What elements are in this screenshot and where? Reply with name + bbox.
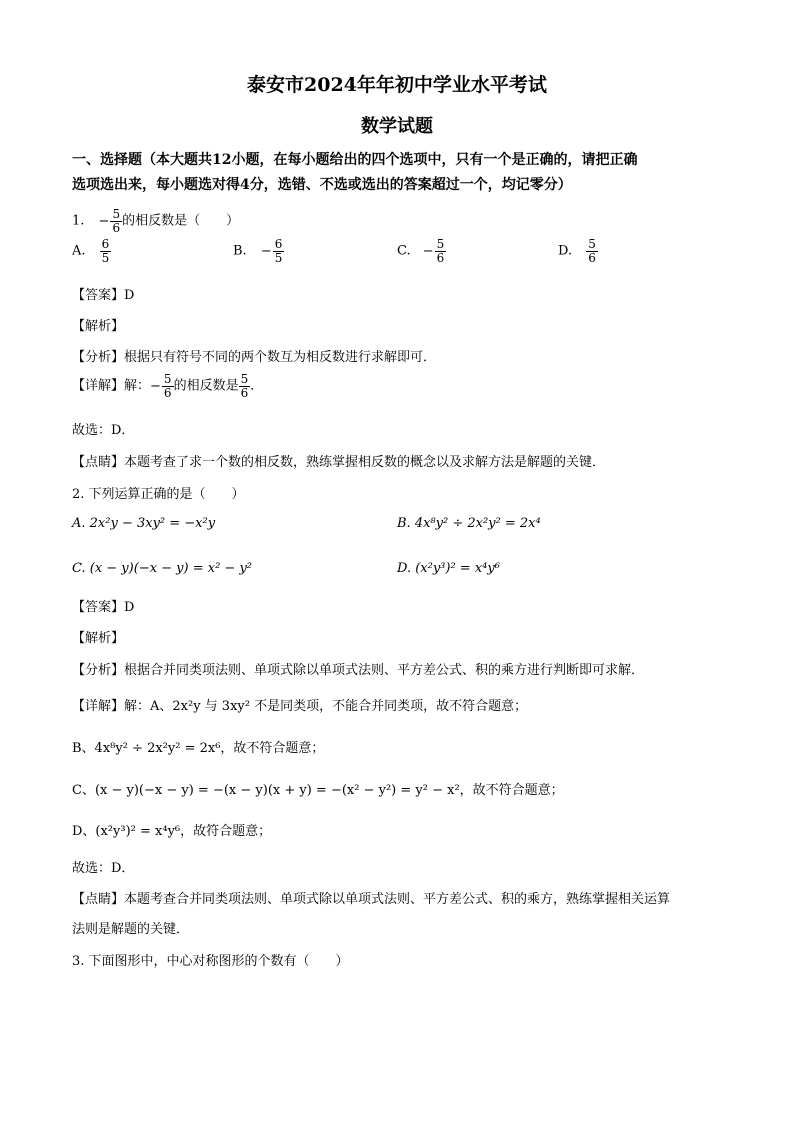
question-2-detail-c: C、(x − y)(−x − y) = −(x − y)(x + y) = −(x² − y²) = y² − x²，故不符合题意； xyxy=(72,783,564,798)
question-1-choice: 故选：D． xyxy=(72,423,135,438)
section-instructions-line-1: 一、选择题（本大题共12小题，在每小题给出的四个选项中，只有一个是正确的，请把正确 xyxy=(72,152,638,168)
question-2-option-d: D. (x²y³)² = x⁴y⁶ xyxy=(397,561,500,576)
page-subtitle: 数学试题 xyxy=(361,116,433,137)
question-2-detail-a: 【详解】解：A、2x²y 与 3xy² 不是同类项，不能合并同类项，故不符合题意； xyxy=(72,699,528,714)
question-2-option-c: C. (x − y)(−x − y) = x² − y² xyxy=(72,561,253,576)
question-1-option-b: B. − $\frac{6}{5}$ xyxy=(233,237,283,265)
question-1-analysis-heading: 【解析】 xyxy=(72,319,125,334)
question-2-detail-b: B、4x⁸y² ÷ 2x²y² = 2x⁶，故不符合题意； xyxy=(72,741,325,756)
question-1-analysis: 【分析】根据只有符号不同的两个数互为相反数进行求解即可． xyxy=(72,350,437,365)
question-2-stem: 2. 下列运算正确的是（ ） xyxy=(72,487,245,502)
question-2-analysis: 【分析】根据合并同类项法则、单项式除以单项式法则、平方差公式、积的乘方进行判断即可求解． xyxy=(72,663,645,678)
question-1-fraction: $\frac{5}{6}$ xyxy=(112,207,121,235)
question-1-number: 1. xyxy=(72,213,85,229)
question-1-detail: 【详解】解：− $\frac{5}{6}$ 的相反数是 $\frac{5}{6}$ ． xyxy=(72,372,264,400)
question-1-option-a: A. $\frac{6}{5}$ xyxy=(72,237,110,265)
question-1-stem-tail: 的相反数是（ ） xyxy=(122,213,240,229)
question-1-comment: 【点睛】本题考查了求一个数的相反数，熟练掌握相反数的概念以及求解方法是解题的关键． xyxy=(72,455,606,470)
question-2-analysis-heading: 【解析】 xyxy=(72,631,125,646)
question-2-detail-d: D、(x²y³)² = x⁴y⁶，故符合题意； xyxy=(72,824,272,839)
question-2-comment-line-2: 法则是解题的关键． xyxy=(72,922,190,937)
question-1-answer: 【答案】D xyxy=(72,288,135,303)
question-2-comment-line-1: 【点睛】本题考查合并同类项法则、单项式除以单项式法则、平方差公式、积的乘方，熟练掌握相关运算 xyxy=(72,892,671,907)
question-1-option-d: D. $\frac{5}{6}$ xyxy=(558,237,596,265)
question-2-choice: 故选：D． xyxy=(72,861,135,876)
section-instructions-line-2: 选项选出来，每小题选对得4分，选错、不选或选出的答案超过一个，均记零分） xyxy=(72,177,572,193)
page-title: 泰安市2024年年初中学业水平考试 xyxy=(247,74,547,96)
question-1-option-c: C. − $\frac{5}{6}$ xyxy=(397,237,445,265)
question-2-answer: 【答案】D xyxy=(72,600,135,615)
question-1-stem: 1. − $\frac{5}{6}$ 的相反数是（ ） xyxy=(72,207,240,235)
question-2-option-b: B. 4x⁸y² ÷ 2x²y² = 2x⁴ xyxy=(397,516,541,531)
question-2-option-a: A. 2x²y − 3xy² = −x²y xyxy=(72,516,216,531)
question-3-stem: 3. 下面图形中，中心对称图形的个数有（ ） xyxy=(72,954,349,969)
